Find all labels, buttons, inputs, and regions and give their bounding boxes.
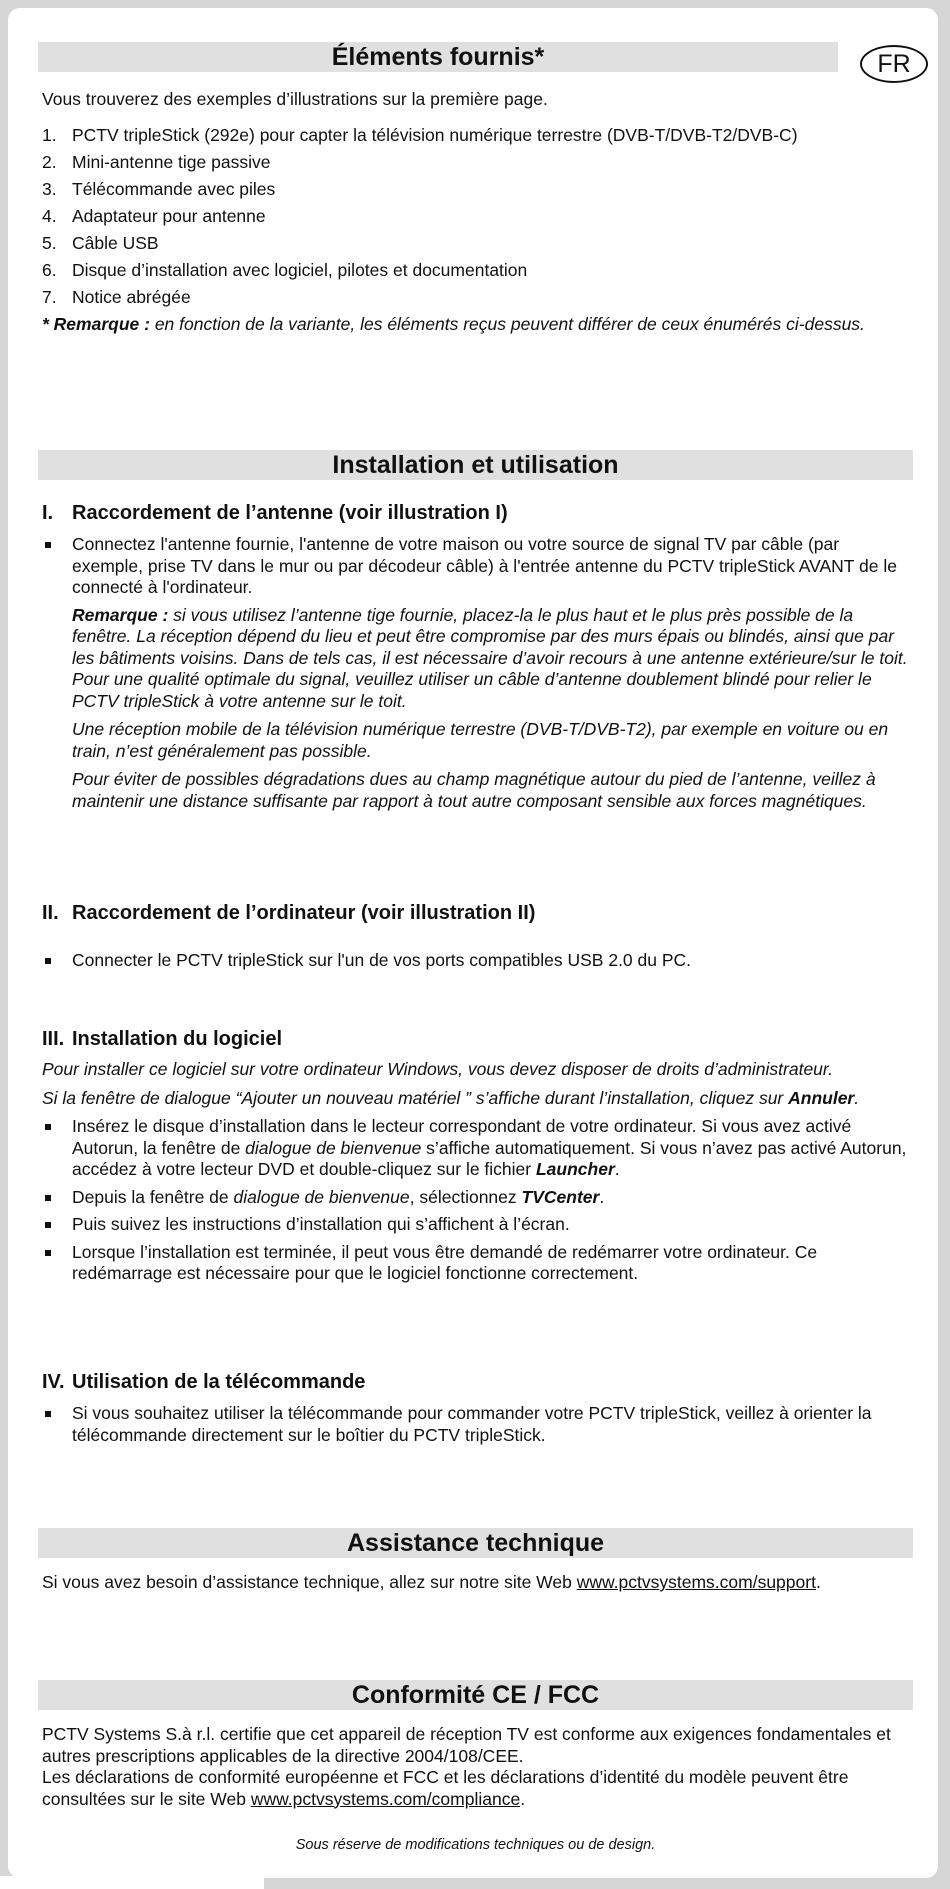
list-item: 7. Notice abrégée bbox=[42, 287, 191, 307]
computer-list bbox=[42, 950, 912, 978]
list-item: 1. PCTV tripleStick (292e) pour capter la télévision numérique terrestre (DVB-T/DVB-T2/DVB-C) bbox=[42, 125, 798, 145]
bullet-item: Connecter le PCTV tripleStick sur l'un de vos ports compatibles USB 2.0 du PC. bbox=[42, 950, 912, 972]
list-item: 3. Télécommande avec piles bbox=[42, 179, 276, 199]
antenna-note: Remarque : si vous utilisez l’antenne tige fournie, placez-la le plus haut et le plus près possible de la fenêtre. La réception dépend du lieu et peut être compromise par des murs épais ou blindés, ainsi que par les bâtiments voisins. Dans de tels cas, il est nécessaire d’avoir recours à une antenne extérieure/sur le toit. Pour une qualité optimale du signal, veuillez utiliser un câble d’antenne doublement blindé pour relier le PCTV tripleStick à votre antenne sur le toit. bbox=[72, 604, 908, 711]
supplied-intro: Vous trouverez des exemples d’illustrations sur la première page. bbox=[42, 89, 548, 109]
software-dialog-note: Si la fenêtre de dialogue “Ajouter un nouveau matériel ” s’affiche durant l’installation, cliquez sur Annuler. bbox=[42, 1087, 860, 1108]
footer-disclaimer: Sous réserve de modifications techniques ou de design. bbox=[295, 1837, 656, 1853]
conformity-text: PCTV Systems S.à r.l. certifie que cet appareil de réception TV est conforme aux exigences fondamentales et autres prescriptions applicables de la directive 2004/108/CEE. bbox=[42, 1724, 891, 1766]
supplied-list bbox=[42, 122, 912, 311]
heading-software: III. Installation du logiciel bbox=[42, 1028, 283, 1050]
list-item: 4. Adaptateur pour antenne bbox=[42, 206, 266, 226]
remote-list bbox=[42, 1403, 912, 1452]
antenna-section bbox=[42, 534, 912, 819]
heading-computer: II. Raccordement de l’ordinateur (voir illustration II) bbox=[42, 902, 536, 924]
language-badge: FR bbox=[860, 45, 928, 83]
section-title-conformity: Conformité CE / FCC bbox=[38, 1680, 913, 1710]
software-intro: Pour installer ce logiciel sur votre ordinateur Windows, vous devez disposer de droits d’administrateur. bbox=[42, 1059, 833, 1079]
section-title-support: Assistance technique bbox=[38, 1528, 913, 1558]
support-text: Si vous avez besoin d’assistance technique, allez sur notre site Web www.pctvsystems.com/support. bbox=[42, 1572, 821, 1592]
bullet-item: Connectez l'antenne fournie, l'antenne de votre maison ou votre source de signal TV par câble (par exemple, prise TV dans le mur ou par décodeur câble) à l'entrée antenne du PCTV tripleStick AVANT de le connecté à l'ordinateur. bbox=[42, 534, 912, 599]
supplied-remark: * Remarque : en fonction de la variante, les éléments reçus peuvent différer de ceux énumérés ci-dessus. bbox=[42, 314, 865, 334]
bullet-item: Puis suivez les instructions d’installation qui s’affichent à l’écran. bbox=[42, 1214, 912, 1236]
bullet-item: Si vous souhaitez utiliser la télécommande pour commander votre PCTV tripleStick, veillez à orienter la télécommande directement sur le boîtier du PCTV tripleStick. bbox=[42, 1403, 912, 1446]
support-link[interactable]: www.pctvsystems.com/support bbox=[576, 1572, 816, 1592]
document-page bbox=[8, 8, 938, 1878]
bullet-item: Insérez le disque d’installation dans le lecteur correspondant de votre ordinateur. Si vous avez activé Autorun, la fenêtre de dialogue de bienvenue s’affiche automatiquement. Si vous n’avez pas activé Autorun, accédez à votre lecteur DVD et double-cliquez sur le fichier Launcher. bbox=[42, 1116, 912, 1181]
page-bottom-edge bbox=[0, 1876, 264, 1889]
bullet-item: Depuis la fenêtre de dialogue de bienvenue, sélectionnez TVCenter. bbox=[42, 1187, 912, 1209]
list-item: 6. Disque d’installation avec logiciel, pilotes et documentation bbox=[42, 260, 528, 280]
conformity-declarations: Les déclarations de conformité européenne et FCC et les déclarations d’identité du modèle peuvent être consultées sur le site Web www.pctvsystems.com/compliance. bbox=[42, 1767, 849, 1809]
section-title-installation: Installation et utilisation bbox=[38, 450, 913, 480]
heading-antenna: I. Raccordement de l’antenne (voir illustration I) bbox=[42, 502, 508, 524]
software-section bbox=[42, 1059, 912, 1291]
antenna-note-magnetic: Pour éviter de possibles dégradations dues au champ magnétique autour du pied de l’antenne, veillez à maintenir une distance suffisante par rapport à tout autre composant sensible aux forces magnétiques. bbox=[72, 769, 876, 811]
heading-remote: IV. Utilisation de la télécommande bbox=[42, 1371, 366, 1393]
compliance-link[interactable]: www.pctvsystems.com/compliance bbox=[250, 1788, 521, 1809]
list-item: 5. Câble USB bbox=[42, 233, 159, 253]
list-item: 2. Mini-antenne tige passive bbox=[42, 152, 271, 172]
bullet-item: Lorsque l’installation est terminée, il peut vous être demandé de redémarrer votre ordinateur. Ce redémarrage est nécessaire pour que le logiciel fonctionne correctement. bbox=[42, 1242, 912, 1285]
conformity-section bbox=[42, 1724, 902, 1810]
antenna-note-mobile: Une réception mobile de la télévision numérique terrestre (DVB-T/DVB-T2), par exemple en voiture ou en train, n’est généralement pas possible. bbox=[72, 719, 889, 761]
section-title-supplied: Éléments fournis* bbox=[38, 42, 838, 72]
